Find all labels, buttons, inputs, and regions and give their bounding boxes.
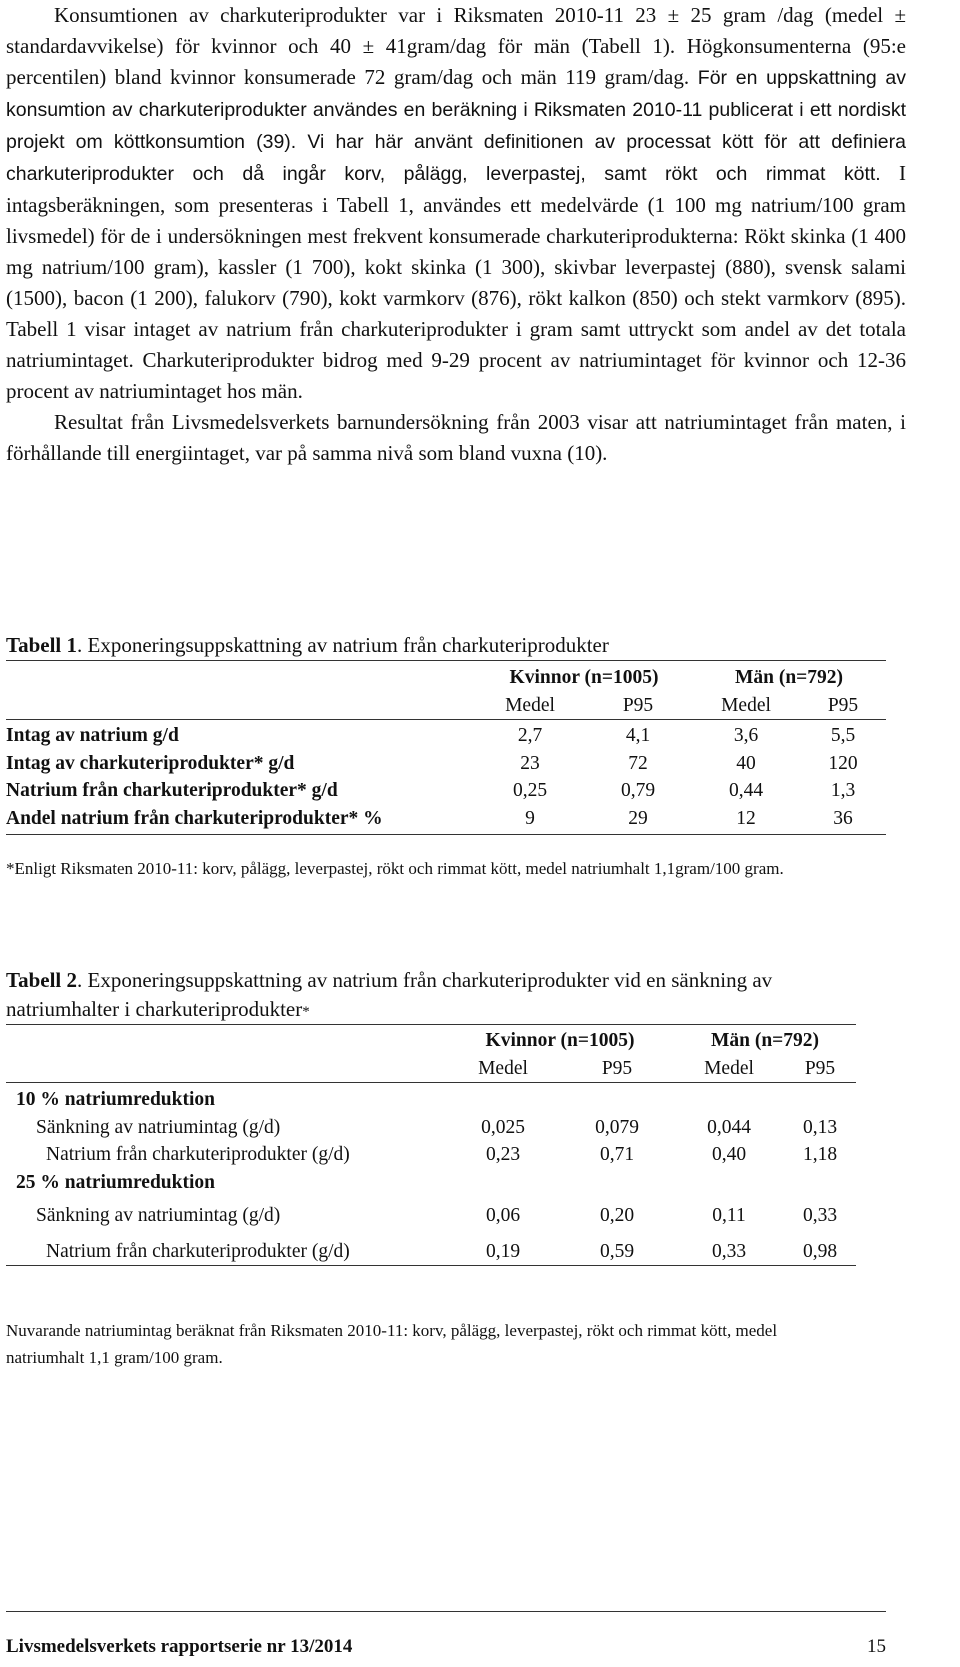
cell: 2,7 bbox=[517, 725, 543, 746]
table1-col-mean-women: Medel bbox=[505, 694, 555, 716]
table2-caption bbox=[6, 966, 856, 1027]
row-label: Natrium från charkuteriprodukter* g/d bbox=[6, 780, 338, 801]
paragraph-consumption bbox=[6, 0, 906, 407]
section-label: 25 % natriumreduktion bbox=[16, 1171, 215, 1193]
cell: 40 bbox=[736, 752, 756, 774]
table2-col-mean-men: Medel bbox=[704, 1057, 754, 1079]
cell: 120 bbox=[828, 752, 858, 774]
cell: 36 bbox=[833, 807, 853, 829]
cell: 0,19 bbox=[485, 1240, 521, 1262]
table2-group-women: Kvinnor (n=1005) bbox=[485, 1030, 635, 1051]
table-row bbox=[6, 777, 886, 805]
body-text bbox=[6, 0, 906, 469]
table1-col-mean-men: Medel bbox=[721, 694, 771, 716]
cell: 0,13 bbox=[802, 1116, 838, 1138]
cell: 0,59 bbox=[599, 1240, 635, 1262]
table2-note: Nuvarande natriumintag beräknat från Riksmaten 2010-11: korv, pålägg, leverpastej, rökt och rimmat kött, medel natriumhalt 1,1 gram/100 gram. bbox=[6, 1321, 778, 1367]
table1-col-p95-men: P95 bbox=[827, 694, 859, 716]
table1 bbox=[6, 660, 886, 835]
cell: 0,06 bbox=[485, 1205, 521, 1226]
cell: 0,11 bbox=[712, 1205, 746, 1226]
cell: 0,79 bbox=[620, 780, 656, 801]
row-label: Sänkning av natriumintag (g/d) bbox=[36, 1116, 281, 1138]
table2 bbox=[6, 1024, 856, 1266]
cell: 0,33 bbox=[802, 1205, 838, 1226]
row-label: Intag av natrium g/d bbox=[6, 725, 179, 746]
table1-col-p95-women: P95 bbox=[622, 694, 654, 716]
table1-group-men: Män (n=792) bbox=[734, 667, 844, 688]
cell: 1,18 bbox=[802, 1144, 838, 1165]
table2-section-10 bbox=[6, 1083, 856, 1114]
text-segment-sans: För en uppskattning av konsumtion av charkuteriprodukter användes en beräkning i Riksmaten 2010-11 publicerat i ett nordiskt projekt om köttkonsumtion (39). Vi har här använt definitionen av processat kött för att definiera charkuteriprodukter och då ingår korv, pålägg, leverpastej, samt rökt och rimmat kött. bbox=[6, 67, 906, 185]
table-row bbox=[6, 1196, 856, 1230]
cell: 0,40 bbox=[711, 1144, 747, 1165]
cell: 0,20 bbox=[599, 1205, 635, 1226]
cell: 0,079 bbox=[595, 1116, 639, 1138]
table-row bbox=[6, 1230, 856, 1266]
row-label: Natrium från charkuteriprodukter (g/d) bbox=[46, 1240, 350, 1262]
cell: 3,6 bbox=[733, 725, 759, 746]
cell: 0,71 bbox=[599, 1144, 635, 1165]
table2-caption-text: . Exponeringsuppskattning av natrium från charkuteriprodukter vid en sänkning av natriumhalter i charkuteriprodukter bbox=[6, 968, 773, 1021]
table2-col-p95-men: P95 bbox=[804, 1057, 836, 1079]
table-row bbox=[6, 805, 886, 835]
table1-note: *Enligt Riksmaten 2010-11: korv, pålägg, leverpastej, rökt och rimmat kött, medel natriumhalt 1,1gram/100 gram. bbox=[6, 859, 784, 878]
page-footer bbox=[6, 1611, 886, 1657]
table-row bbox=[6, 1114, 856, 1142]
cell: 5,5 bbox=[830, 725, 856, 746]
cell: 0,33 bbox=[711, 1240, 747, 1262]
table2-col-header bbox=[6, 1055, 856, 1083]
row-label-wrap bbox=[6, 1230, 446, 1266]
cell: 0,98 bbox=[802, 1240, 838, 1262]
table-row bbox=[6, 1141, 856, 1169]
table2-section-25 bbox=[6, 1169, 856, 1197]
row-label: Andel natrium från charkuteriprodukter* % bbox=[6, 807, 383, 829]
table1-group-women: Kvinnor (n=1005) bbox=[509, 667, 659, 688]
cell: 0,044 bbox=[707, 1116, 751, 1138]
cell: 12 bbox=[736, 807, 756, 829]
cell: 1,3 bbox=[830, 780, 856, 801]
cell: 29 bbox=[628, 807, 648, 829]
table-row bbox=[6, 720, 886, 750]
row-label-wrap bbox=[6, 1141, 446, 1169]
table2-group-header bbox=[6, 1025, 856, 1055]
cell: 0,025 bbox=[481, 1116, 525, 1138]
table1-caption-text: . Exponeringsuppskattning av natrium från charkuteriprodukter bbox=[77, 633, 609, 657]
table1-caption bbox=[6, 631, 886, 660]
table1-caption-label: Tabell 1 bbox=[6, 633, 77, 657]
table2-group-men: Män (n=792) bbox=[710, 1030, 820, 1051]
table2-col-mean-women: Medel bbox=[478, 1057, 528, 1079]
row-label: Intag av charkuteriprodukter* g/d bbox=[6, 752, 295, 774]
cell: 0,44 bbox=[728, 780, 764, 801]
section-label: 10 % natriumreduktion bbox=[16, 1089, 215, 1110]
table-row bbox=[6, 750, 886, 778]
cell: 9 bbox=[525, 807, 535, 829]
table1-group-header bbox=[6, 661, 886, 692]
table2-caption-star: * bbox=[302, 1004, 310, 1020]
row-label: Natrium från charkuteriprodukter (g/d) bbox=[46, 1144, 350, 1165]
table2-caption-label: Tabell 2 bbox=[6, 968, 77, 992]
footer-series: Livsmedelsverkets rapportserie nr 13/2014 bbox=[6, 1636, 353, 1657]
page-number: 15 bbox=[867, 1636, 886, 1657]
cell: 0,23 bbox=[485, 1144, 521, 1165]
cell: 4,1 bbox=[625, 725, 651, 746]
cell: 0,25 bbox=[512, 780, 548, 801]
text-segment: Konsumtionen av charkuteriprodukter var i Riksmaten 2010-11 23 ± 25 gram /dag (medel ± standardavvikelse) för kvinnor och 40 ± 41gram/dag för män (Tabell 1). Högkonsumenterna (95:e percentilen) bland kvinnor konsumerade 72 gram/dag och män 119 gram/dag. bbox=[6, 3, 906, 89]
cell: 72 bbox=[628, 752, 648, 774]
cell: 23 bbox=[520, 752, 540, 774]
paragraph-children: Resultat från Livsmedelsverkets barnundersökning från 2003 visar att natriumintaget från maten, i förhållande till energiintaget, var på samma nivå som bland vuxna (10). bbox=[6, 410, 906, 465]
table1-col-header bbox=[6, 692, 886, 720]
text-segment: I intagsberäkningen, som presenteras i Tabell 1, användes ett medelvärde (1 100 mg natrium/100 gram livsmedel) för de i undersökningen mest frekvent konsumerade charkuteriprodukterna: Rökt skinka (1 400 mg natrium/100 gram), kassler (1 700), kokt skinka (1 300), skivbar leverpastej (880), svensk salami (1500), bacon (1 200), falukorv (790), kokt varmkorv (876), rökt kalkon (850) och stekt varmkorv (895). Tabell 1 visar intaget av natrium från charkuteriprodukter i gram samt uttryckt som andel av det totala natriumintaget. Charkuteriprodukter bidrog med 9-29 procent av natriumintaget för kvinnor och 12-36 procent av natriumintaget hos män. bbox=[6, 161, 906, 403]
row-label: Sänkning av natriumintag (g/d) bbox=[36, 1205, 281, 1226]
table2-col-p95-women: P95 bbox=[601, 1057, 633, 1079]
